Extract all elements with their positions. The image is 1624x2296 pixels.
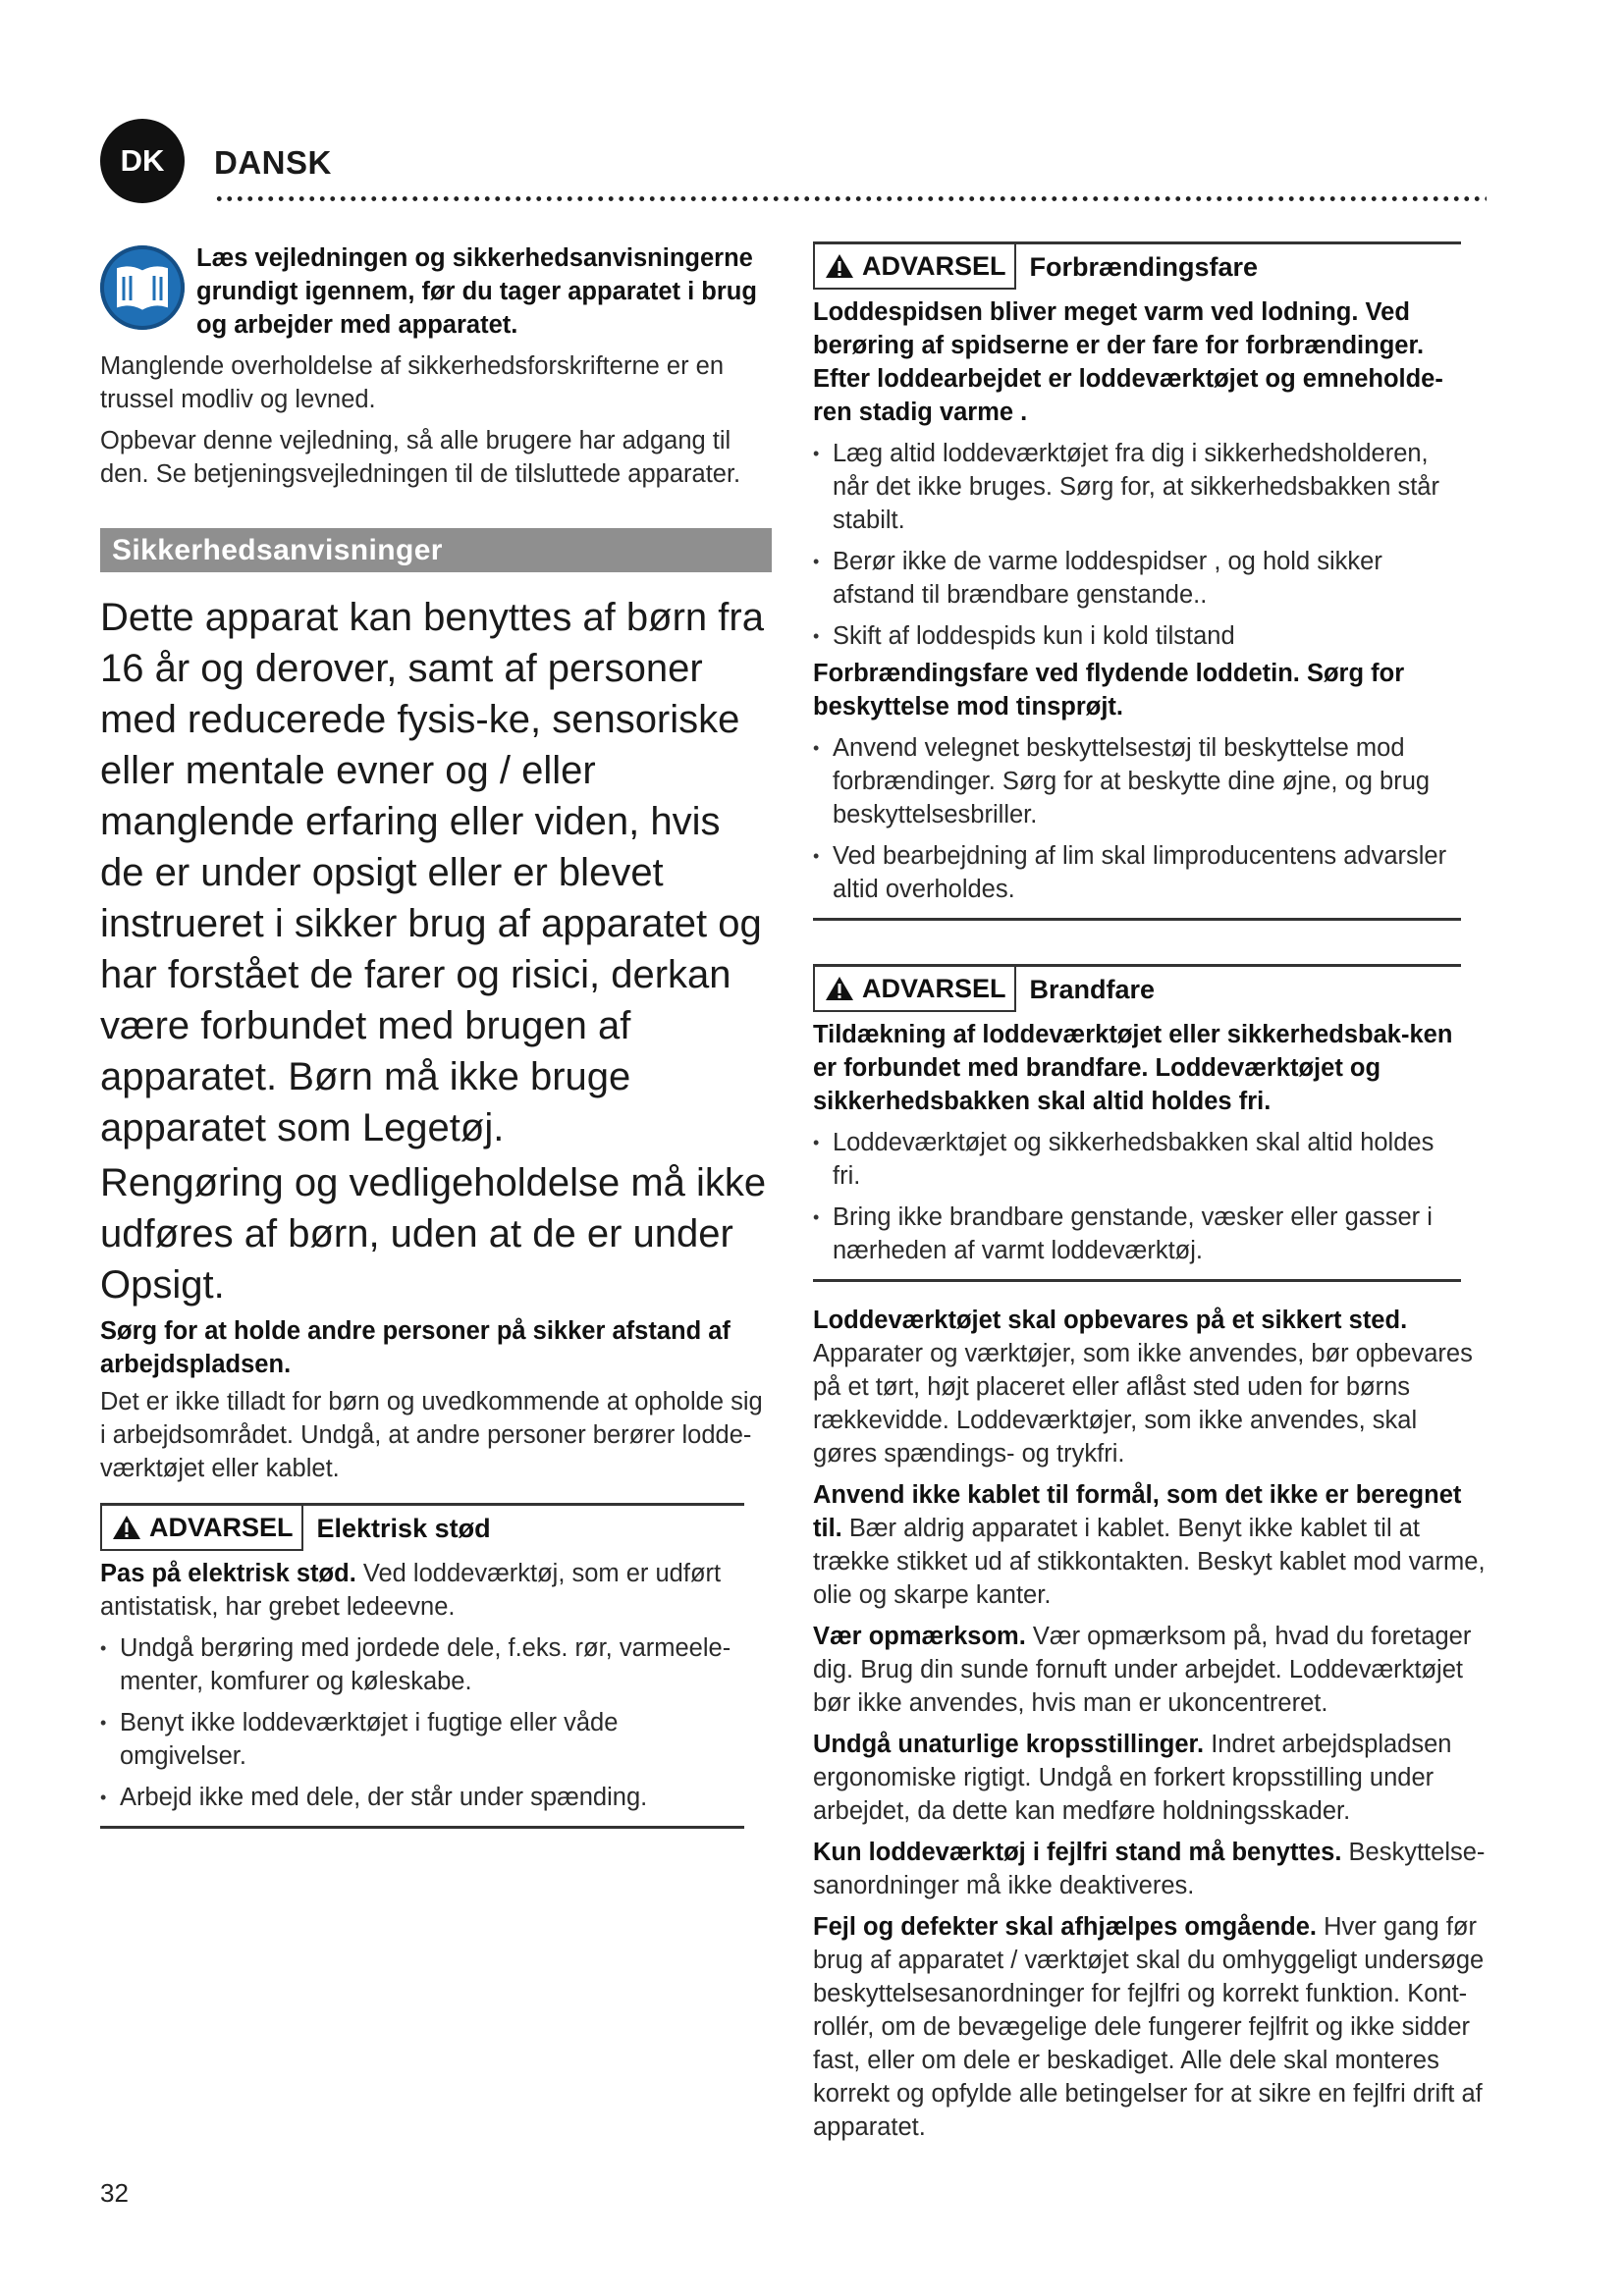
paragraph-storage: Loddeværktøjet skal opbevares på et sikkert sted. Apparater og værktøjer, som ikke anvendes, bør opbevares på et tørt, højt placeret eller aflåst sted uden for børns rækkevidde. Loddeværktøjer, som ikke anvendes, skal gøres spændings- og trykfri. <box>813 1307 1473 1468</box>
warning-triangle-icon <box>112 1515 141 1540</box>
warning-burn-box <box>813 241 1461 921</box>
list-item: • Skift af loddespids kun i kold tilstand <box>813 619 1461 653</box>
electric-lead: Pas på elektrisk stød. Ved loddeværktøj, som er udført antistatisk, har grebet ledeevne. <box>100 1560 722 1621</box>
paragraph-posture: Undgå unaturlige kropsstillinger. Indret arbejdspladsen ergonomiske rigtigt. Undgå en forkert kropsstilling under arbejdet, da dette kan medføre holdningsskader. <box>813 1731 1452 1825</box>
list-item: • Benyt ikke loddeværktøjet i fugtige eller våde omgivelser. <box>100 1706 744 1773</box>
fire-bullets <box>813 1126 1461 1267</box>
intro-paragraph-1: Manglende overholdelse af sikkerhedsforskrifterne er en trussel modliv og levned. <box>100 352 725 413</box>
intro-block <box>100 241 772 344</box>
intro-paragraph-2: Opbevar denne vejledning, så alle brugere har adgang til den. Se betjeningsvejledningen til de tilsluttede apparater. <box>100 427 741 488</box>
left-column <box>100 241 772 1829</box>
list-item: • Ved bearbejdning af lim skal limproducentens advarsler altid overholdes. <box>813 839 1461 906</box>
solder-bullets <box>813 731 1461 906</box>
burn-lead: Loddespidsen bliver meget varm ved lodning. Ved berøring af spidserne er der fare for forbrændinger. Efter loddearbejdet er loddeværktøjet og emneholde-ren stadig varme . <box>813 298 1443 426</box>
paragraph-defects: Fejl og defekter skal afhjælpes omgående. Hver gang før brug af apparatet / værktøjet skal du omhyggeligt undersøge beskyttelsesanordninger for fejlfri og korrekt funktion. Kont-rollér, om de bevægelige dele fungerer fejlfrit og ikke sidder fast, eller om dele er beskadiget. Alle dele skal monteres korrekt og opfylde alle betingelser for at sikre en fejlfri drift af apparatet. <box>813 1913 1485 2141</box>
electric-bullets <box>100 1631 744 1814</box>
children-usage-text: Dette apparat kan benyttes af børn fra 16 år og derover, samt af personer med reducerede fysis-ke, sensoriske eller mentale evner og / eller manglende erfaring eller viden, hvis de er under opsigt eller er blevet instrueret i sikker brug af apparatet og har forstået de farer og risici, derkan være forbundet med brugen af apparatet. Børn må ikke bruge apparatet som Legetøj. <box>100 596 764 1149</box>
solder-splash-heading: Forbrændingsfare ved flydende loddetin. Sørg for beskyttelse mod tinsprøjt. <box>813 660 1405 721</box>
warning-label: ADVARSEL <box>813 967 1016 1012</box>
warning-triangle-icon <box>825 976 854 1001</box>
page-number: 32 <box>100 2178 129 2208</box>
list-item: • Læg altid loddeværktøjet fra dig i sikkerhedsholderen, når det ikke bruges. Sørg for, at sikkerhedsbakken står stabilt. <box>813 437 1461 537</box>
list-item: • Berør ikke de varme loddespidser , og hold sikker afstand til brændbare genstande.. <box>813 545 1461 612</box>
warning-label: ADVARSEL <box>813 244 1016 290</box>
paragraph-attention: Vær opmærksom. Vær opmærksom på, hvad du foretager dig. Brug din sunde fornuft under arbejdet. Loddeværktøjet bør ikke anvendes, hvis man er ukoncentreret. <box>813 1623 1472 1717</box>
list-item: • Anvend velegnet beskyttelsestøj til beskyttelse mod forbrændinger. Sørg for at beskytte dine øjne, og brug beskyttelsesbriller. <box>813 731 1461 831</box>
general-safety-paragraphs <box>813 1304 1487 2144</box>
warning-triangle-icon <box>825 253 854 279</box>
list-item: • Undgå berøring med jordede dele, f.eks. rør, varmeele-menter, komfurer og køleskabe. <box>100 1631 744 1698</box>
distance-heading: Sørg for at holde andre personer på sikker afstand af arbejdspladsen. <box>100 1317 731 1378</box>
cleaning-text: Rengøring og vedligeholdelse må ikke udføres af børn, uden at de er under Opsigt. <box>100 1161 767 1307</box>
language-title: DANSK <box>214 144 332 181</box>
burn-bullets <box>813 437 1461 653</box>
paragraph-cable: Anvend ikke kablet til formål, som det ikke er beregnet til. Bær aldrig apparatet i kablet. Benyt ikke kablet til at trække stikket ud af stikkontakten. Beskyt kablet mod varme, olie og skarpe kanter. <box>813 1481 1486 1609</box>
warning-title: Brandfare <box>1029 974 1156 1004</box>
intro-bold-text: Læs vejledningen og sikkerhedsanvisningerne grundigt igennem, før du tager apparatet i brug og arbejder med apparatet. <box>196 244 757 339</box>
distance-text: Det er ikke tilladt for børn og uvedkommende at opholde sig i arbejdsområdet. Undgå, at andre personer berører lodde-værktøjet eller kablet. <box>100 1388 763 1482</box>
warning-title: Forbrændingsfare <box>1029 251 1259 282</box>
warning-label: ADVARSEL <box>100 1506 303 1551</box>
right-column <box>813 241 1487 2144</box>
manual-book-icon <box>100 245 185 330</box>
warning-electric-box <box>100 1503 744 1829</box>
dotted-divider <box>214 195 1487 202</box>
paragraph-faultless: Kun loddeværktøj i fejlfri stand må benyttes. Beskyttelse-sanordninger må ikke deaktiveres. <box>813 1839 1486 1899</box>
list-item: • Bring ikke brandbare genstande, væsker eller gasser i nærheden af varmt loddeværktøj. <box>813 1201 1461 1267</box>
list-item: • Loddeværktøjet og sikkerhedsbakken skal altid holdes fri. <box>813 1126 1461 1193</box>
fire-lead: Tildækning af loddeværktøjet eller sikkerhedsbak-ken er forbundet med brandfare. Loddeværktøjet og sikkerhedsbakken skal altid holdes fri. <box>813 1021 1453 1115</box>
warning-fire-box <box>813 964 1461 1282</box>
section-title-bar: Sikkerhedsanvisninger <box>100 528 772 572</box>
language-badge: DK <box>100 119 185 203</box>
warning-title: Elektrisk stød <box>316 1513 491 1543</box>
list-item: • Arbejd ikke med dele, der står under spænding. <box>100 1781 744 1814</box>
